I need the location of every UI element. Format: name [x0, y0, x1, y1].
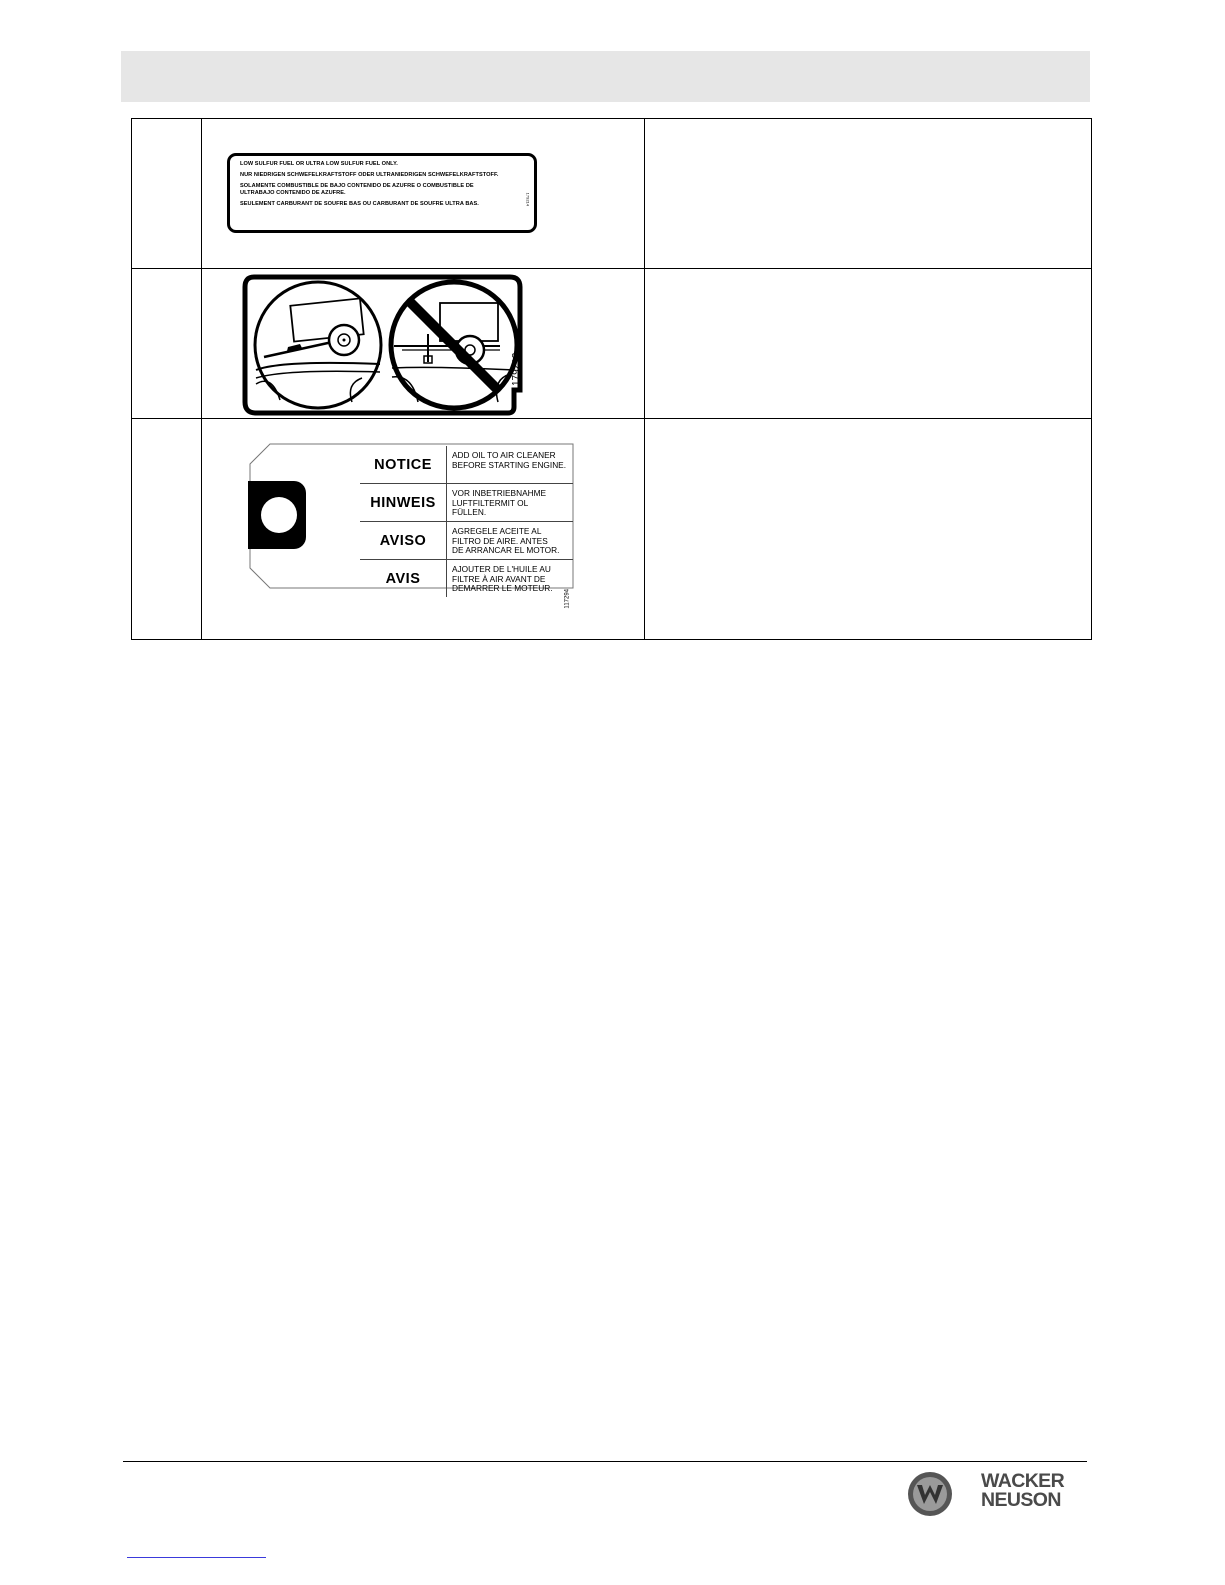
- decal-image-cell: [202, 419, 645, 640]
- notice-title: AVISO: [360, 522, 447, 559]
- notice-line: DE ARRANCAR EL MOTOR.: [452, 545, 560, 555]
- table-row: [132, 119, 1092, 269]
- notice-line: VOR INBETRIEBNAHME: [452, 488, 547, 498]
- notice-line: DEMARRER LE MOTEUR.: [452, 583, 553, 593]
- notice-line: ADD OIL TO AIR CLEANER: [452, 450, 556, 460]
- air-cleaner-oil-tag: [246, 442, 576, 609]
- table-row: [132, 419, 1092, 640]
- notice-line: LUFTFILTERMIT OL: [452, 497, 529, 508]
- decal-part-number: 179213: [511, 352, 522, 386]
- decal-image-cell: [202, 119, 645, 269]
- decal-table: [131, 118, 1092, 640]
- decal-line: SEULEMENT CARBURANT DE SOUFRE BAS OU CARBURANT DE SOUFRE ULTRA BAS.: [240, 201, 479, 207]
- decal-image-cell: [202, 269, 645, 419]
- notice-text: [447, 446, 573, 483]
- notice-line: FILTRE À AIR AVANT DE: [452, 573, 546, 584]
- wacker-neuson-logo-icon: [907, 1471, 953, 1517]
- decal-line: LOW SULFUR FUEL OR ULTRA LOW SULFUR FUEL ONLY.: [240, 161, 398, 167]
- notice-text: [447, 560, 573, 597]
- page-header-band: [121, 51, 1090, 102]
- description-cell: [645, 419, 1092, 640]
- notice-line: BEFORE STARTING ENGINE.: [452, 459, 567, 470]
- towing-decal: [242, 274, 524, 416]
- notice-line: FÜLLEN.: [452, 507, 487, 517]
- notice-title: AVIS: [360, 560, 447, 597]
- ref-cell: [132, 269, 202, 419]
- logo-line: NEUSON: [981, 1489, 1061, 1511]
- list-item: [360, 559, 573, 597]
- list-item: [360, 521, 573, 559]
- footer-link-underline[interactable]: [127, 1557, 266, 1558]
- decal-line: SOLAMENTE COMBUSTIBLE DE BAJO CONTENIDO DE AZUFRE O COMBUSTIBLE DE: [240, 183, 474, 189]
- decal-line: ULTRABAJO CONTENIDO DE AZUFRE.: [240, 190, 346, 196]
- notice-text: [447, 522, 573, 559]
- footer-divider: [123, 1461, 1087, 1462]
- notice-line: FILTRO DE AIRE. ANTES: [452, 535, 548, 546]
- notice-language-grid: [360, 446, 573, 609]
- notice-title: NOTICE: [360, 446, 447, 483]
- table-row: [132, 269, 1092, 419]
- description-cell: [645, 269, 1092, 419]
- decal-part-number: 117294: [565, 589, 571, 609]
- notice-line: AJOUTER DE L'HUILE AU: [452, 564, 551, 574]
- wacker-neuson-logo: [981, 1472, 1064, 1510]
- ref-cell: [132, 119, 202, 269]
- decal-part-number: 179214: [525, 192, 530, 206]
- logo-line: WACKER: [981, 1470, 1065, 1492]
- notice-text: [447, 484, 573, 521]
- decal-line: NUR NIEDRIGEN SCHWEFELKRAFTSTOFF ODER ULTRANIEDRIGEN SCHWEFELKRAFTSTOFF.: [240, 172, 499, 178]
- notice-line: AGREGELE ACEITE AL: [452, 526, 542, 536]
- notice-title: HINWEIS: [360, 484, 447, 521]
- low-sulfur-fuel-decal: [227, 153, 537, 233]
- list-item: [360, 446, 573, 483]
- list-item: [360, 483, 573, 521]
- description-cell: [645, 119, 1092, 269]
- ref-cell: [132, 419, 202, 640]
